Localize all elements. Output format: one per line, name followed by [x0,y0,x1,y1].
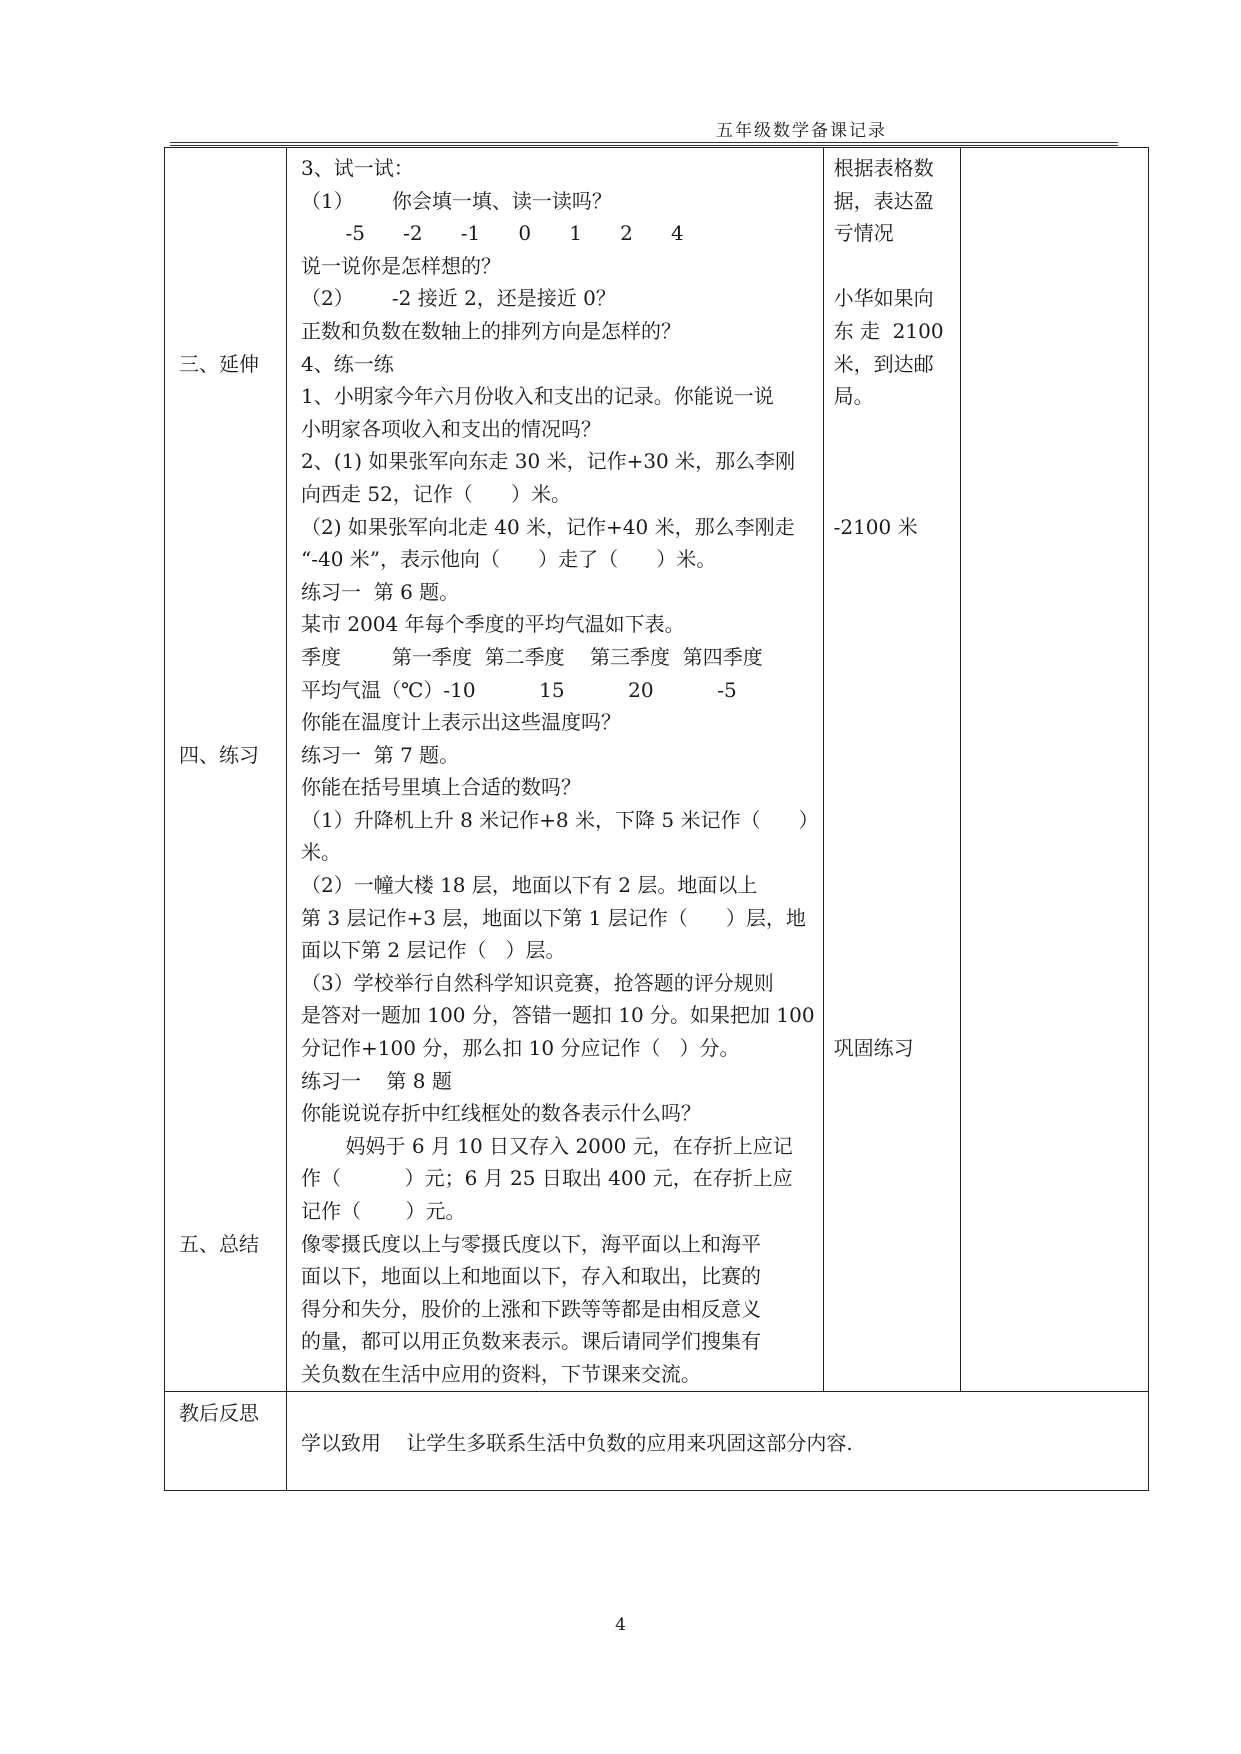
intent-line [834,869,954,902]
content-line: 面以下第 2 层记作（ ）层。 [301,938,566,963]
intent-line [834,934,954,967]
intent-line: 据，表达盈 [833,188,934,213]
intent-line: 根据表格数 [833,156,934,180]
content-line: 分记作+100 分，那么扣 10 分应记作（ ）分。 [301,1036,740,1061]
content-line: （3）学校举行自然科学知识竞赛，抢答题的评分规则 [301,970,774,995]
intent-line [834,445,954,478]
intent-line [834,674,954,707]
intent-line [834,608,954,641]
reflection-label: 教后反思 [179,1400,259,1425]
intent-line [834,836,954,869]
intent-line: 小华如果向 [833,286,934,311]
content-line: 妈妈于 6 月 10 日又存入 2000 元，在存折上应记 [301,1133,793,1158]
content-line: 1、小明家今年六月份收入和支出的记录。你能说一说 [301,384,774,409]
intent-column [823,148,960,1392]
intent-line [834,478,954,511]
intent-line [834,543,954,576]
content-line: 平均气温（℃）-10 15 20 -5 [301,677,737,702]
content-line: 你能在括号里填上合适的数吗？ [301,775,581,800]
content-line: -5 -2 -1 0 1 2 4 [301,221,684,246]
intent-line [834,999,954,1032]
reflection-row [165,1391,1149,1490]
page-header-title: 五年级数学备课记录 [716,121,887,141]
intent-line [834,739,954,772]
reflection-label-cell [165,1391,287,1490]
intent-line [834,641,954,674]
content-line: 关负数在生活中应用的资料，下节课来交流。 [301,1361,701,1386]
content-line: 季度 第一季度 第二季度 第三季度 第四季度 [301,644,763,669]
intent-line [834,576,954,609]
intent-line: 亏情况 [833,221,894,246]
intent-line: 米，到达邮 [833,351,934,376]
content-line: 2、(1) 如果张军向东走 30 米，记作+30 米，那么李刚 [301,449,796,474]
content-line: 作（ ）元；6 月 25 日取出 400 元，在存折上应 [301,1166,793,1191]
content-column [287,148,824,1392]
intent-line: 巩固练习 [833,1036,914,1061]
content-line: 第 3 层记作+3 层，地面以下第 1 层记作（ ）层，地 [301,905,806,930]
content-line: （2) 如果张军向北走 40 米，记作+40 米，那么李刚走 [301,514,795,539]
intent-line: -2100 米 [833,514,918,539]
intent-line [834,706,954,739]
lesson-plan-table [164,147,1149,1491]
content-line: 正数和负数在数轴上的排列方向是怎样的？ [301,318,681,343]
intent-line: 局。 [833,384,874,409]
stage-label: 三、延伸 [179,351,259,376]
intent-lines [824,148,960,1065]
intent-line: 东 走 2100 [833,318,944,343]
page-number: 4 [615,1615,626,1635]
intent-line [834,771,954,804]
lesson-body-row [165,148,1149,1392]
content-line: 小明家各项收入和支出的情况吗？ [301,416,601,441]
content-line: 某市 2004 年每个季度的平均气温如下表。 [301,612,685,637]
content-line: （2）一幢大楼 18 层，地面以下有 2 层。地面以上 [301,873,758,898]
content-line: 练习一 第 8 题 [301,1068,452,1093]
content-line: 3、试一试： [301,156,414,180]
content-line: （1）升降机上升 8 米记作+8 米，下降 5 米记作（ ） [301,807,819,832]
extra-column [960,148,1148,1392]
content-line: 米。 [301,840,341,865]
stage-label: 四、练习 [179,742,259,767]
reflection-text-cell [287,1391,1149,1490]
header-divider [170,142,1118,146]
content-line: 你能说说存折中红线框处的数各表示什么吗？ [301,1101,701,1126]
content-line: 得分和失分，股价的上涨和下跌等等都是由相反意义 [301,1296,761,1321]
content-line: “-40 米”，表示他向（ ）走了（ ）米。 [301,547,717,572]
reflection-text: 学以致用 让学生多联系生活中负数的应用来巩固这部分内容. [301,1430,853,1455]
intent-line [834,413,954,446]
intent-line [834,902,954,935]
content-line: 记作（ ）元。 [301,1199,466,1223]
content-line: 4、练一练 [301,351,394,376]
content-line: 像零摄氏度以上与零摄氏度以下，海平面以上和海平 [301,1231,761,1256]
stage-label: 五、总结 [179,1231,259,1256]
content-line: 练习一 第 7 题。 [301,742,460,767]
content-line: 练习一 第 6 题。 [301,579,460,604]
intent-line [834,967,954,1000]
content-line: 向西走 52，记作（ ）米。 [301,481,571,506]
content-lines [287,148,823,1391]
content-line: 的量，都可以用正负数来表示。课后请同学们搜集有 [301,1329,761,1354]
content-line: 是答对一题加 100 分，答错一题扣 10 分。如果把加 100 [301,1003,815,1028]
intent-line [834,804,954,837]
content-line: （1） 你会填一填、读一读吗？ [301,188,612,213]
intent-line [834,250,954,283]
content-line: 面以下，地面以上和地面以下，存入和取出，比赛的 [301,1264,761,1289]
content-line: 说一说你是怎样想的？ [301,253,501,278]
content-line: 你能在温度计上表示出这些温度吗？ [301,710,621,735]
stage-column [165,148,287,1392]
content-line: （2） -2 接近 2，还是接近 0？ [301,286,616,311]
